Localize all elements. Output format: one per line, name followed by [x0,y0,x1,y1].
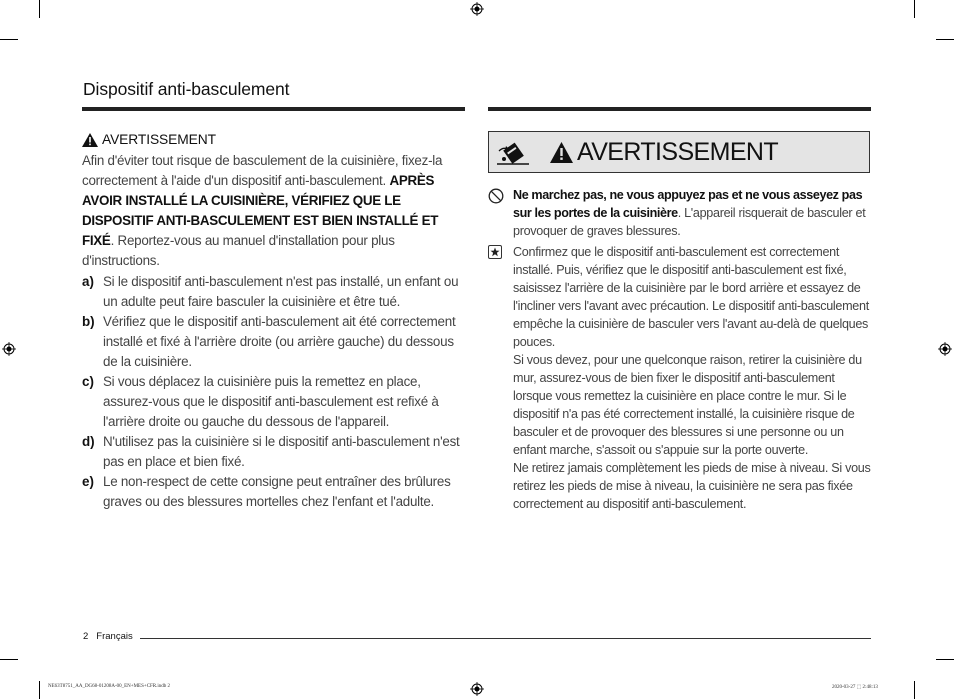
list-item-label: e) [82,474,94,489]
list-item-text: N'utilisez pas la cuisinière si le dispositif anti-basculement n'est pas en place et bien fixé. [103,434,460,469]
warning-intro [82,151,466,271]
section-title: Dispositif anti-basculement [83,79,290,99]
crop-mark [936,39,954,40]
list-item-text: Le non-respect de cette consigne peut entraîner des brûlures graves ou des blessures mortelles chez l'enfant et l'adulte. [103,474,451,509]
list-item-text: Si vous déplacez la cuisinière puis la remettez en place, assurez-vous que le dispositif anti-basculement est refixé à l'arrière droite ou gauche du dessous de l'appareil. [103,374,439,429]
warning-item-text: Ne retirez jamais complètement les pieds de mise à niveau. Si vous retirez les pieds de mise à niveau, la cuisinière ne sera pas fixée correctement au dispositif anti-basculement. [513,461,871,511]
warning-item [488,186,872,240]
crop-mark [0,659,18,660]
footer-language: Français [96,631,133,642]
warning-item-text: . L'appareil risquerait de basculer et provoquer de graves blessures. [513,206,866,238]
list-item [82,372,466,432]
warning-list [82,272,466,512]
registration-mark-icon [470,682,484,696]
registration-mark-icon [2,342,16,356]
warning-banner [488,131,870,173]
list-item-label: c) [82,374,94,389]
footer-rule [140,638,871,639]
print-slug-date: 2020-03-27 ⬚ 2:48:13 [832,685,878,690]
warning-triangle-icon [550,142,573,163]
warning-banner-heading [550,138,778,167]
crop-mark [936,659,954,660]
warning-item-text: Confirmez que le dispositif anti-basculement est correctement installé. Puis, vérifiez que le dispositif anti-basculement est fixé, saisissez l'arrière de la cuisinière par le bord arrière et essayez de l'incliner vers l'avant avec précaution. Le dispositif anti-basculement empêche la cuisinière de basculer vers l'avant au-delà de quelques pouces. [513,245,869,349]
list-item-text: Vérifiez que le dispositif anti-basculement ait été correctement installé et fixé à l'arrière droite (ou arrière gauche) du dessous de la cuisinière. [103,314,456,369]
section-rule [82,107,465,111]
print-slug: NE63T8751_AA_DG68-01208A-00_EN+MES+CFR.indb 2 [48,684,171,689]
intro-text: Afin d'éviter tout risque de basculement de la cuisinière, fixez-la correctement à l'aide d'un dispositif anti-basculement. [82,153,443,188]
intro-text: . Reportez-vous au manuel d'installation pour plus d'instructions. [82,233,395,268]
crop-mark [39,681,40,699]
list-item-label: b) [82,314,95,329]
registration-mark-icon [470,2,484,16]
crop-mark [914,681,915,699]
tip-over-icon [495,137,531,167]
footer [83,631,141,642]
page-number: 2 [83,631,89,642]
left-column [82,130,466,512]
registration-mark-icon [938,342,952,356]
warning-banner-text: AVERTISSEMENT [577,138,779,166]
list-item [82,272,466,312]
warning-heading [82,130,466,150]
list-item [82,432,466,472]
list-item-label: a) [82,274,94,289]
prohibited-icon [488,188,504,204]
warning-item-bold-text: Ne marchez pas, ne vous appuyez pas et ne vous asseyez pas sur les portes de la cuisinière [513,188,863,220]
star-icon [488,245,502,259]
warning-item-text: Si vous devez, pour une quelconque raison, retirer la cuisinière du mur, assurez-vous de bien fixer le dispositif anti-basculement lorsque vous remettez la cuisinière en place contre le mur. Si le dispositif n'a pas été correctement installé, la cuisinière risque de basculer et de provoquer des blessures si une personne ou un enfant marche, s'assoit ou s'appuie sur la porte ouverte. [513,353,862,457]
list-item-text: Si le dispositif anti-basculement n'est pas installé, un enfant ou un adulte peut faire basculer la cuisinière et être tué. [103,274,459,309]
warning-triangle-icon [82,133,98,147]
crop-mark [39,0,40,18]
crop-mark [0,39,18,40]
warning-item [488,243,872,513]
list-item [82,312,466,372]
crop-mark [914,0,915,18]
warning-heading-text: AVERTISSEMENT [102,132,216,147]
right-column [488,186,872,516]
list-item-label: d) [82,434,95,449]
intro-bold-text: APRÈS AVOIR INSTALLÉ LA CUISINIÈRE, VÉRIFIEZ QUE LE DISPOSITIF ANTI-BASCULEMENT EST BIEN INSTALLÉ ET FIXÉ [82,173,439,248]
section-rule [488,107,871,111]
list-item [82,472,466,512]
